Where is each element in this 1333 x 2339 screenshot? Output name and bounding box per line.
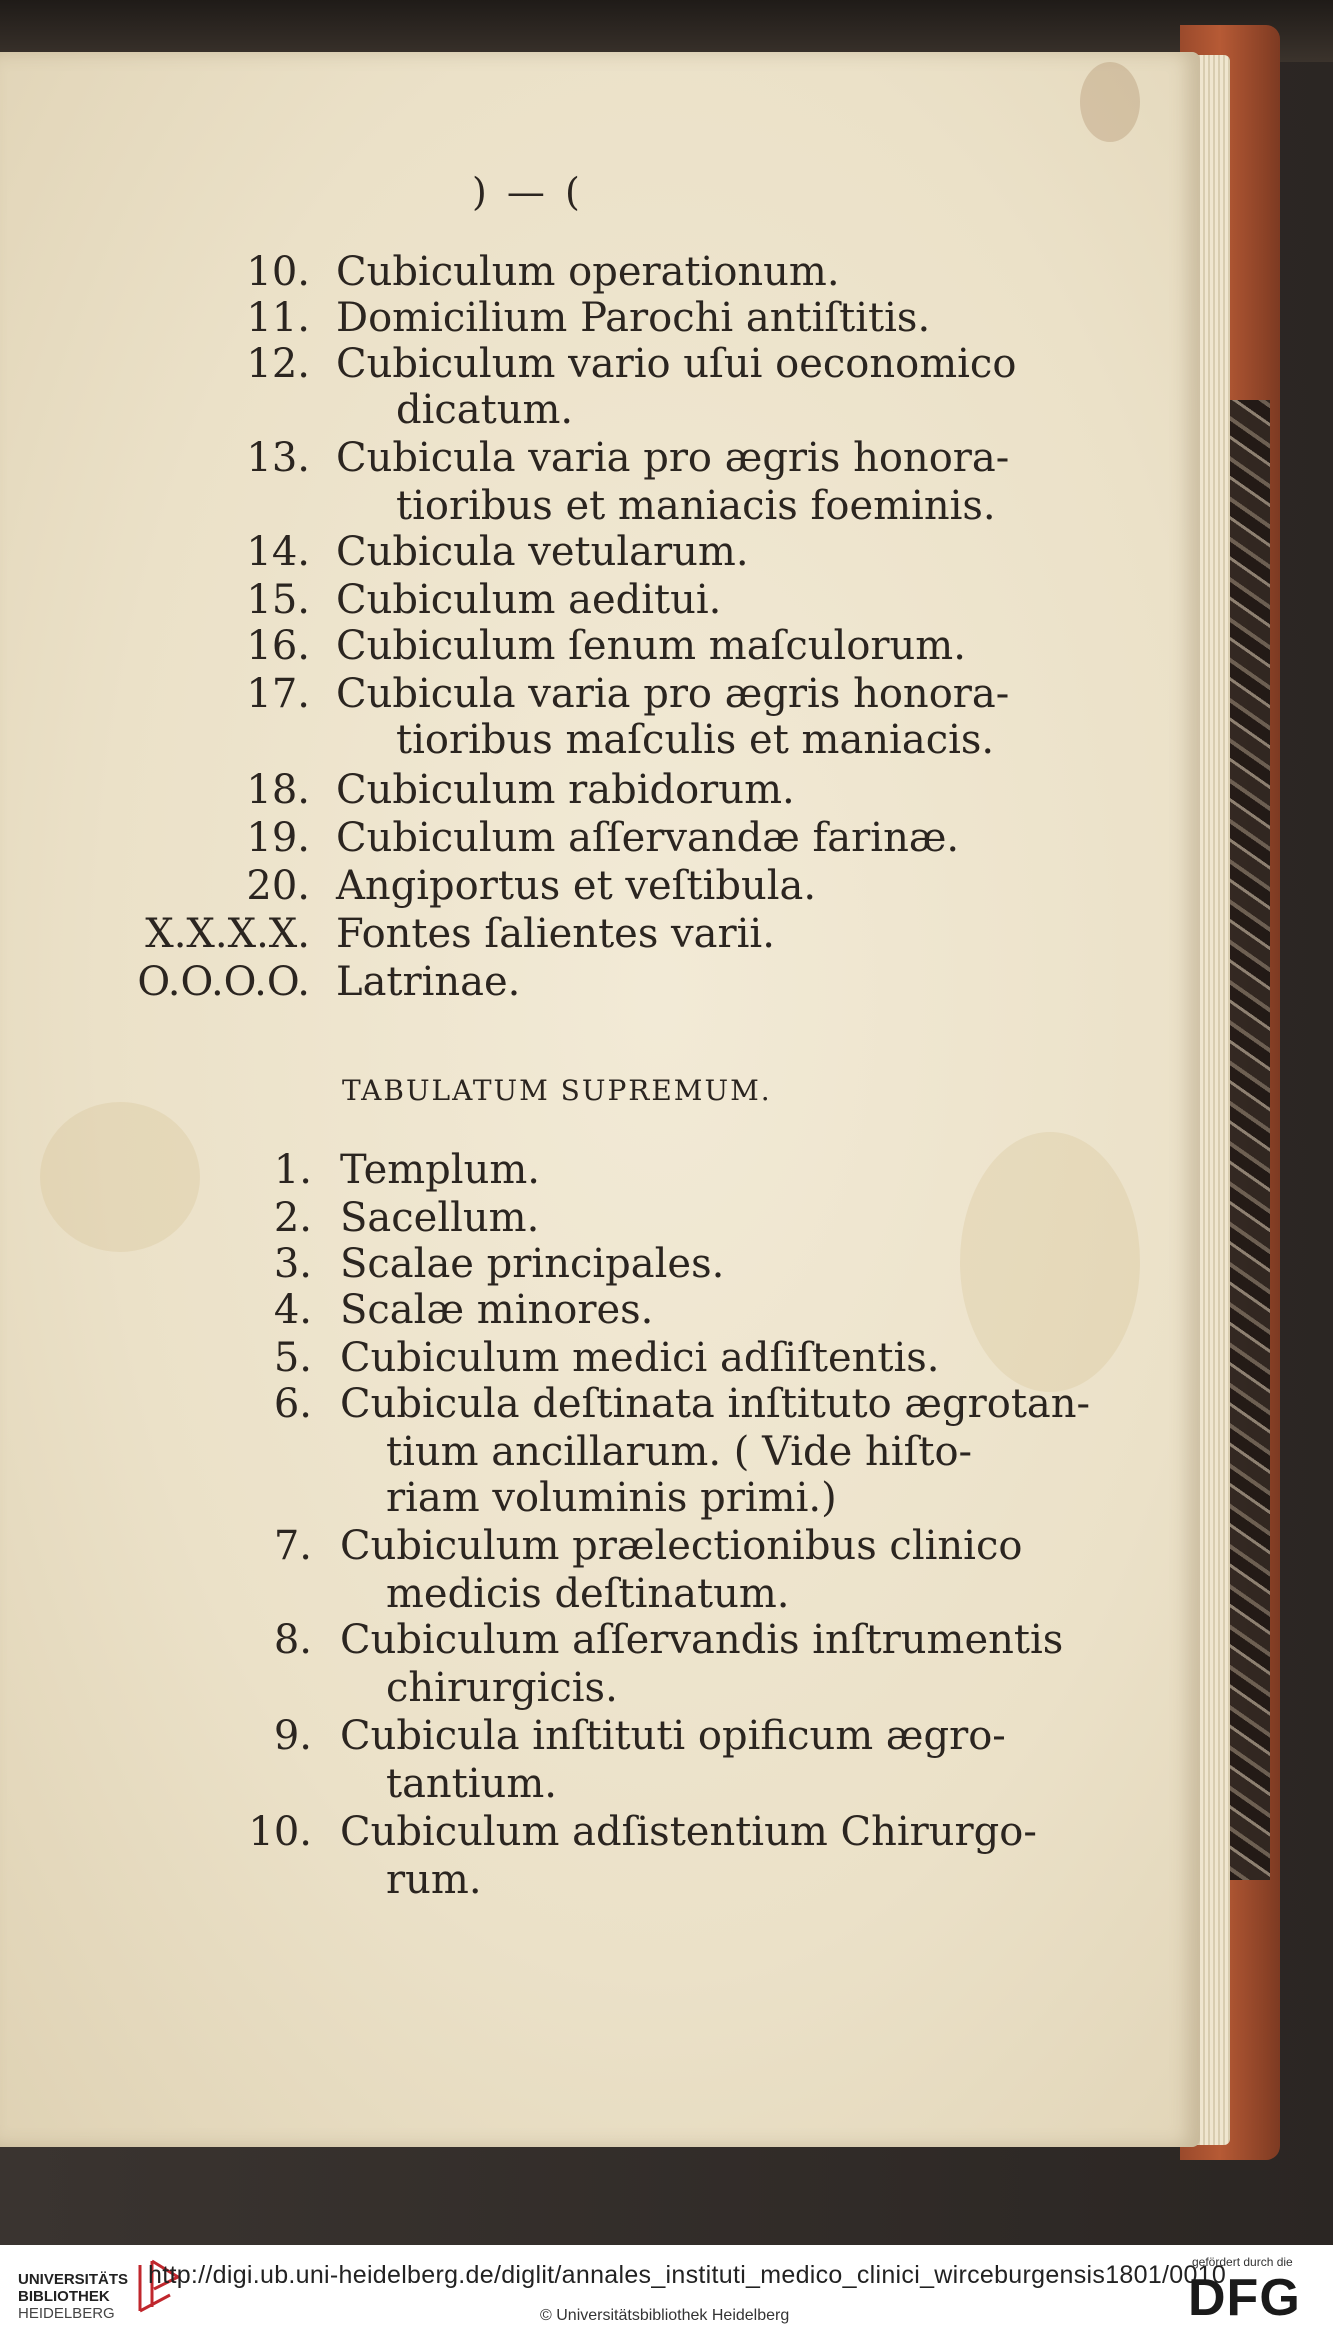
item-text-continuation: tioribus maſculis et maniacis. xyxy=(396,717,995,763)
item-text: Cubiculum aſſervandæ farinæ. xyxy=(336,815,960,861)
item-text: Cubicula varia pro ægris honora- xyxy=(336,435,1010,481)
item-text-continuation: tioribus et maniacis foeminis. xyxy=(396,483,996,529)
library-line-3: HEIDELBERG xyxy=(18,2305,115,2322)
item-number: 1. xyxy=(273,1147,312,1193)
item-number: 6. xyxy=(273,1381,312,1427)
item-number: 10. xyxy=(246,249,310,295)
item-text: Cubicula varia pro ægris honora- xyxy=(336,671,1010,717)
item-number: O.O.O.O. xyxy=(137,959,310,1005)
item-number: 18. xyxy=(246,767,310,813)
funded-by-label: gefördert durch die xyxy=(1192,2255,1293,2269)
item-number: 9. xyxy=(273,1713,312,1759)
item-text-continuation: tium ancillarum. ( Vide hiſto- xyxy=(386,1429,973,1475)
paper-stain xyxy=(40,1102,200,1252)
item-text: Cubiculum adſistentium Chirurgo- xyxy=(340,1809,1037,1855)
item-text-continuation: dicatum. xyxy=(396,387,574,433)
item-number: 17. xyxy=(246,671,310,717)
permalink-url[interactable]: http://digi.ub.uni-heidelberg.de/diglit/annales_instituti_medico_clinici_wirceburgensis1801/0010 xyxy=(148,2261,1227,2289)
library-logo xyxy=(18,2271,128,2322)
item-number: 15. xyxy=(246,577,310,623)
item-text: Cubiculum medici adſiſtentis. xyxy=(340,1335,940,1381)
library-line-2: BIBLIOTHEK xyxy=(18,2288,110,2305)
item-text: Cubiculum prælectionibus clinico xyxy=(340,1523,1023,1569)
item-text: Cubicula vetularum. xyxy=(336,529,749,575)
item-number: 4. xyxy=(273,1287,312,1333)
item-number: 14. xyxy=(246,529,310,575)
item-text: Cubiculum operationum. xyxy=(336,249,840,295)
page-header: ) — ( xyxy=(472,170,584,214)
item-text: Cubicula deſtinata inſtituto ægrotan- xyxy=(340,1381,1091,1427)
item-text-continuation: chirurgicis. xyxy=(386,1665,618,1711)
item-text: Cubiculum aeditui. xyxy=(336,577,722,623)
item-text: Scalae principales. xyxy=(340,1241,725,1287)
item-number: 13. xyxy=(246,435,310,481)
item-text: Cubicula inſtituti opificum ægro- xyxy=(340,1713,1006,1759)
item-number: 10. xyxy=(248,1809,312,1855)
item-text: Cubiculum vario uſui oeconomico xyxy=(336,341,1017,387)
item-number: 8. xyxy=(273,1617,312,1663)
copyright-notice: © Universitätsbibliothek Heidelberg xyxy=(540,2307,790,2324)
item-number: 11. xyxy=(246,295,310,341)
item-text: Scalæ minores. xyxy=(340,1287,654,1333)
item-text: Cubiculum aſſervandis inſtrumentis xyxy=(340,1617,1064,1663)
item-number: 19. xyxy=(246,815,310,861)
item-number: 12. xyxy=(246,341,310,387)
item-text: Angiportus et veſtibula. xyxy=(336,863,817,909)
item-text-continuation: medicis deſtinatum. xyxy=(386,1571,790,1617)
item-number: 20. xyxy=(246,863,310,909)
item-text-continuation: tantium. xyxy=(386,1761,557,1807)
library-line-1: UNIVERSITÄTS xyxy=(18,2271,129,2288)
item-text: Cubiculum ſenum maſculorum. xyxy=(336,623,966,669)
item-text: Cubiculum rabidorum. xyxy=(336,767,795,813)
item-text-continuation: rum. xyxy=(386,1857,482,1903)
item-number: 5. xyxy=(273,1335,312,1381)
item-text: Templum. xyxy=(340,1147,540,1193)
item-number: X.X.X.X. xyxy=(145,911,310,957)
item-number: 3. xyxy=(273,1241,312,1287)
item-text: Sacellum. xyxy=(340,1195,540,1241)
item-text: Fontes ſalientes varii. xyxy=(336,911,775,957)
section-heading: TABULATUM SUPREMUM. xyxy=(342,1074,772,1107)
item-number: 16. xyxy=(246,623,310,669)
paper-stain xyxy=(960,1132,1140,1392)
dfg-logo: DFG xyxy=(1188,2269,1301,2327)
item-text: Domicilium Parochi antiſtitis. xyxy=(336,295,931,341)
item-number: 2. xyxy=(273,1195,312,1241)
item-text-continuation: riam voluminis primi.) xyxy=(386,1475,837,1521)
footer-bar xyxy=(0,2245,1333,2339)
item-number: 7. xyxy=(273,1523,312,1569)
item-text: Latrinae. xyxy=(336,959,521,1005)
paper-stain xyxy=(1080,62,1140,142)
